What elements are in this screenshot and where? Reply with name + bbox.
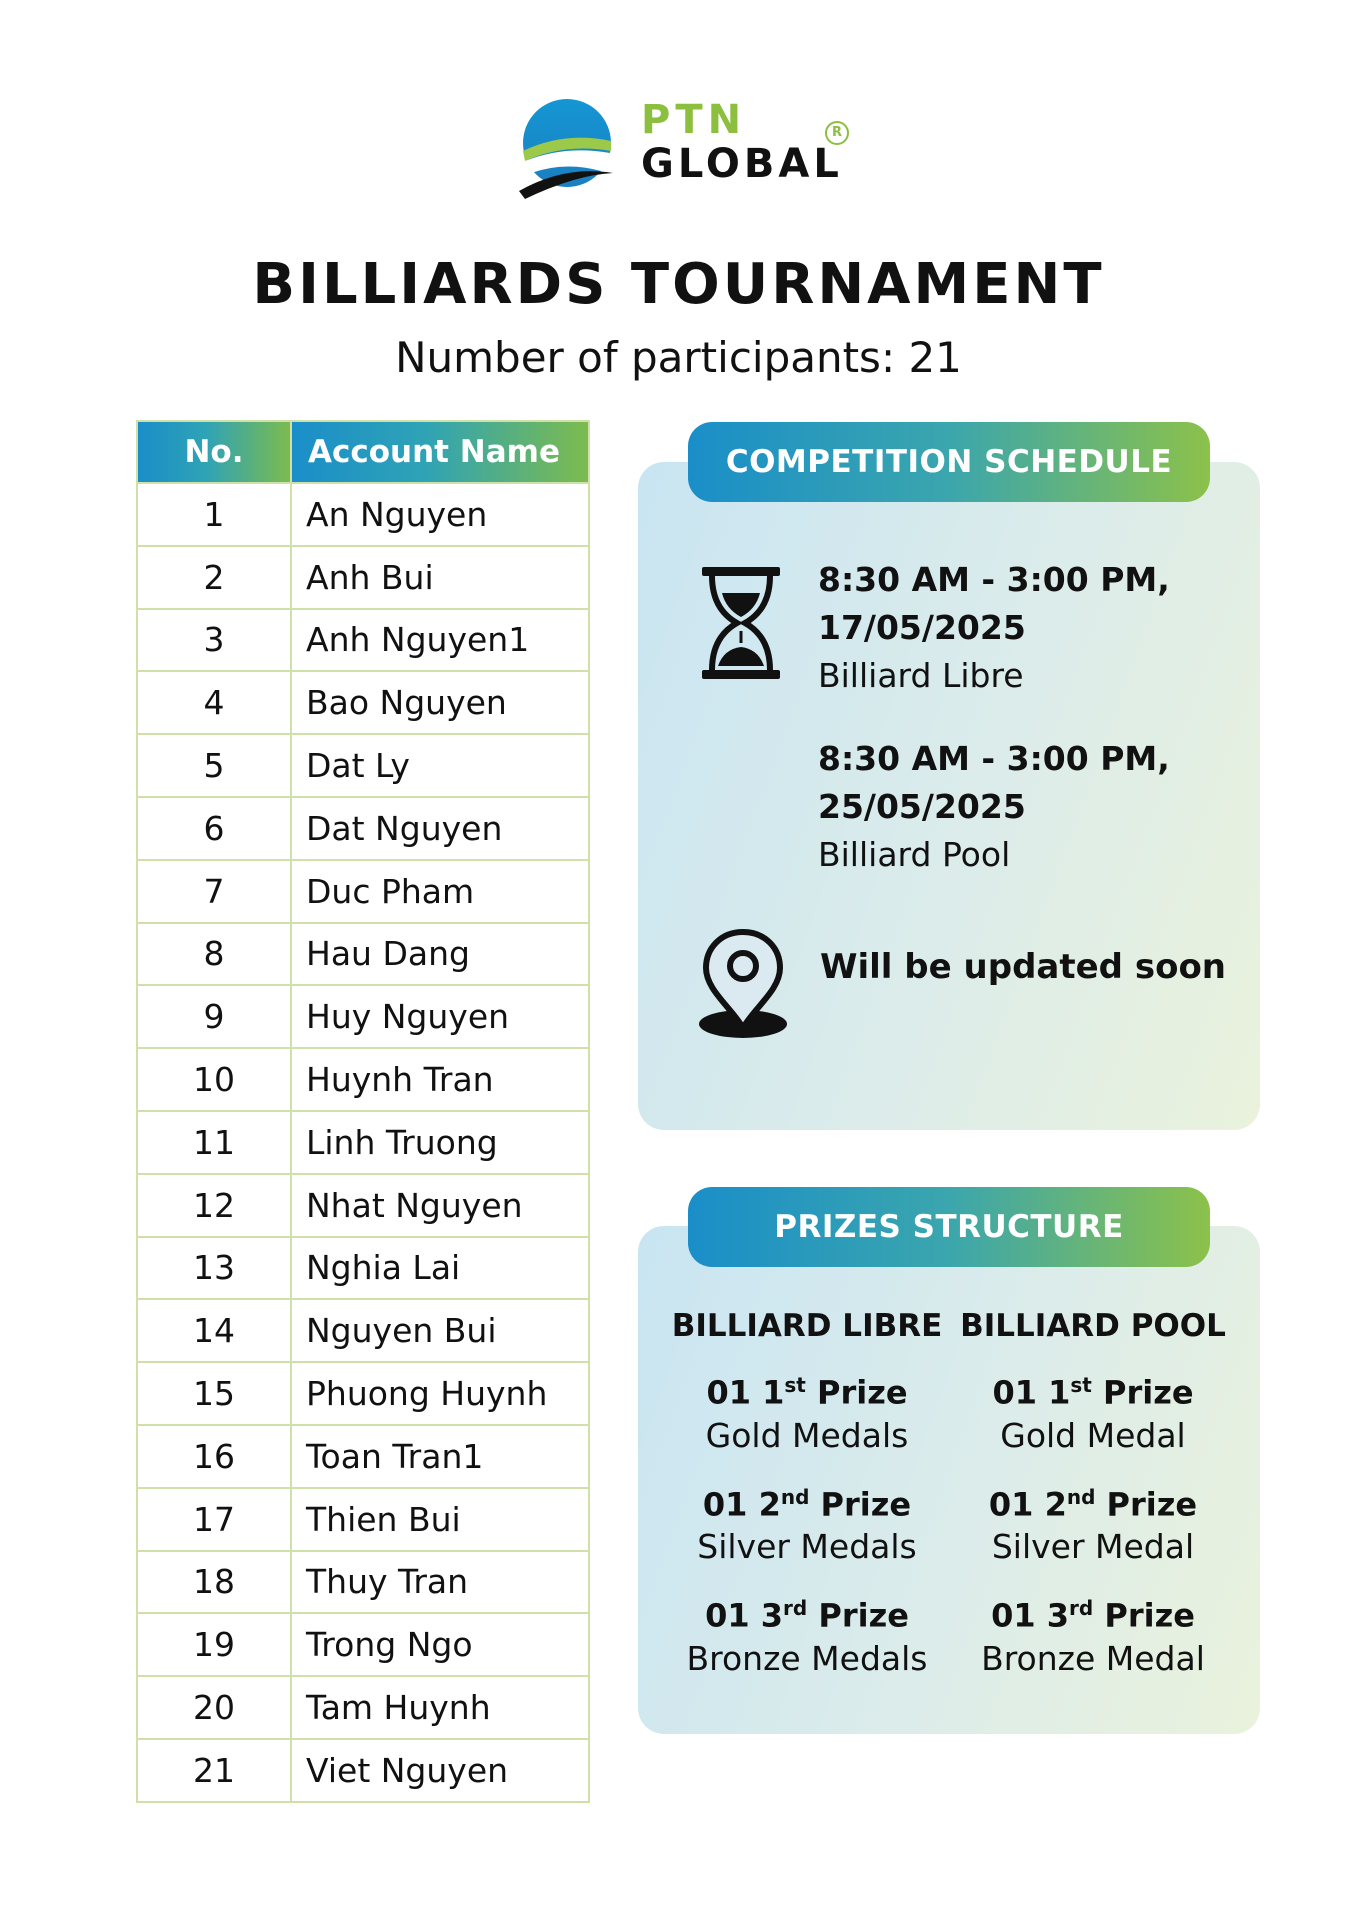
prize-place: 3: [760, 1596, 784, 1635]
prizes-heading: PRIZES STRUCTURE: [688, 1187, 1210, 1267]
prize-label: Prize: [1104, 1596, 1195, 1635]
location-pin-icon: [696, 928, 790, 1042]
prize-column-title: BILLIARD POOL: [960, 1308, 1226, 1344]
table-row: [137, 1488, 589, 1551]
participant-account-name: Anh Bui: [291, 546, 589, 609]
participants-table-body: [137, 483, 589, 1802]
table-row: [137, 1048, 589, 1111]
participant-account-name: Nhat Nguyen: [291, 1174, 589, 1237]
prize-label: Prize: [1103, 1373, 1194, 1412]
table-row: [137, 1551, 589, 1614]
participant-number: 10: [137, 1048, 291, 1111]
prize-column-pool: [953, 1306, 1233, 1681]
prize-rank: [953, 1476, 1233, 1526]
participant-account-name: Nguyen Bui: [291, 1299, 589, 1362]
registered-mark: R: [825, 121, 849, 145]
participant-account-name: Bao Nguyen: [291, 671, 589, 734]
participant-account-name: Nghia Lai: [291, 1237, 589, 1300]
prize-rank: [953, 1587, 1233, 1637]
schedule-time: 8:30 AM - 3:00 PM,: [818, 739, 1170, 778]
participant-account-name: Phuong Huynh: [291, 1362, 589, 1425]
table-row: [137, 734, 589, 797]
prize-rank: [667, 1364, 947, 1414]
participant-account-name: Thien Bui: [291, 1488, 589, 1551]
participant-number: 18: [137, 1551, 291, 1614]
prize-place-suffix: st: [1070, 1373, 1092, 1397]
participant-number: 5: [137, 734, 291, 797]
prize-column-libre: [667, 1306, 947, 1681]
participant-number: 15: [137, 1362, 291, 1425]
table-row: [137, 923, 589, 986]
participant-account-name: Anh Nguyen1: [291, 609, 589, 672]
prize-medal: Bronze Medal: [981, 1638, 1205, 1678]
prize-column-title: BILLIARD LIBRE: [671, 1308, 943, 1344]
participant-account-name: Viet Nguyen: [291, 1739, 589, 1802]
table-row: [137, 1613, 589, 1676]
prize-label: Prize: [817, 1373, 908, 1412]
schedule-date: 25/05/2025: [818, 787, 1026, 826]
participant-number: 6: [137, 797, 291, 860]
hourglass-icon: [700, 565, 782, 681]
participant-account-name: Tam Huynh: [291, 1676, 589, 1739]
brand-name-global: GLOBAL: [641, 141, 843, 187]
prize-count: 01: [702, 1485, 748, 1524]
schedule-item-1: [818, 556, 1170, 700]
participant-number: 21: [137, 1739, 291, 1802]
table-row: [137, 1299, 589, 1362]
participant-account-name: Huynh Tran: [291, 1048, 589, 1111]
column-header-no: No.: [137, 421, 291, 483]
prize-place: 1: [762, 1373, 785, 1412]
participant-account-name: Dat Ly: [291, 734, 589, 797]
table-row: [137, 671, 589, 734]
participant-account-name: An Nguyen: [291, 483, 589, 546]
globe-logo-icon: [515, 95, 615, 205]
prize-place: 2: [758, 1485, 781, 1524]
brand-name-ptn: PTN: [641, 97, 747, 143]
participant-number: 7: [137, 860, 291, 923]
participant-number: 1: [137, 483, 291, 546]
schedule-event-type: Billiard Pool: [818, 835, 1011, 874]
schedule-item-2: [818, 735, 1170, 879]
prize-place: 2: [1044, 1485, 1067, 1524]
schedule-event-type: Billiard Libre: [818, 656, 1024, 695]
prize-count: 01: [706, 1373, 751, 1412]
table-row: [137, 483, 589, 546]
participant-account-name: Toan Tran1: [291, 1425, 589, 1488]
table-row: [137, 860, 589, 923]
table-row: [137, 1425, 589, 1488]
prize-label: Prize: [1106, 1485, 1198, 1524]
prize-medal: Silver Medals: [697, 1527, 917, 1567]
schedule-time: 8:30 AM - 3:00 PM,: [818, 560, 1170, 599]
prize-count: 01: [992, 1373, 1037, 1412]
participant-count: Number of participants: 21: [395, 333, 962, 382]
participant-number: 20: [137, 1676, 291, 1739]
table-row: [137, 797, 589, 860]
brand-logo: [515, 95, 855, 205]
column-header-account-name: Account Name: [291, 421, 589, 483]
participant-number: 19: [137, 1613, 291, 1676]
participant-account-name: Thuy Tran: [291, 1551, 589, 1614]
prize-rank: [667, 1476, 947, 1526]
table-row: [137, 1237, 589, 1300]
participant-number: 13: [137, 1237, 291, 1300]
table-header-row: [137, 421, 589, 483]
schedule-date: 17/05/2025: [818, 608, 1026, 647]
table-row: [137, 546, 589, 609]
participant-number: 17: [137, 1488, 291, 1551]
table-row: [137, 1739, 589, 1802]
participant-number: 9: [137, 985, 291, 1048]
participant-number: 16: [137, 1425, 291, 1488]
participant-account-name: Huy Nguyen: [291, 985, 589, 1048]
prize-medal: Gold Medal: [1000, 1415, 1186, 1455]
table-row: [137, 1676, 589, 1739]
prize-label: Prize: [818, 1596, 909, 1635]
participant-account-name: Dat Nguyen: [291, 797, 589, 860]
location-text: Will be updated soon: [820, 947, 1227, 987]
prize-label: Prize: [820, 1485, 912, 1524]
participant-number: 4: [137, 671, 291, 734]
prize-place: 1: [1048, 1373, 1071, 1412]
participant-number: 8: [137, 923, 291, 986]
table-row: [137, 1174, 589, 1237]
participant-number: 3: [137, 609, 291, 672]
prize-place-suffix: nd: [780, 1484, 810, 1509]
table-row: [137, 985, 589, 1048]
prize-count: 01: [988, 1485, 1034, 1524]
prize-rank: [667, 1587, 947, 1637]
participant-number: 11: [137, 1111, 291, 1174]
participant-account-name: Duc Pham: [291, 860, 589, 923]
participant-account-name: Linh Truong: [291, 1111, 589, 1174]
participant-account-name: Trong Ngo: [291, 1613, 589, 1676]
participant-number: 12: [137, 1174, 291, 1237]
prize-rank: [953, 1364, 1233, 1414]
prize-place-suffix: nd: [1066, 1484, 1096, 1509]
prize-place-suffix: rd: [783, 1596, 808, 1621]
table-row: [137, 1362, 589, 1425]
table-row: [137, 609, 589, 672]
prize-place: 3: [1046, 1596, 1070, 1635]
prize-place-suffix: rd: [1069, 1596, 1094, 1621]
participant-number: 14: [137, 1299, 291, 1362]
table-row: [137, 1111, 589, 1174]
page-title: BILLIARDS TOURNAMENT: [252, 252, 1105, 317]
prize-place-suffix: st: [784, 1373, 806, 1397]
prize-medal: Silver Medal: [991, 1527, 1195, 1567]
schedule-heading: COMPETITION SCHEDULE: [688, 422, 1210, 502]
participant-account-name: Hau Dang: [291, 923, 589, 986]
prize-medal: Bronze Medals: [686, 1638, 928, 1678]
prize-count: 01: [705, 1596, 750, 1635]
participant-number: 2: [137, 546, 291, 609]
prize-count: 01: [991, 1596, 1036, 1635]
prize-medal: Gold Medals: [705, 1415, 909, 1455]
participants-table: [136, 420, 590, 1803]
